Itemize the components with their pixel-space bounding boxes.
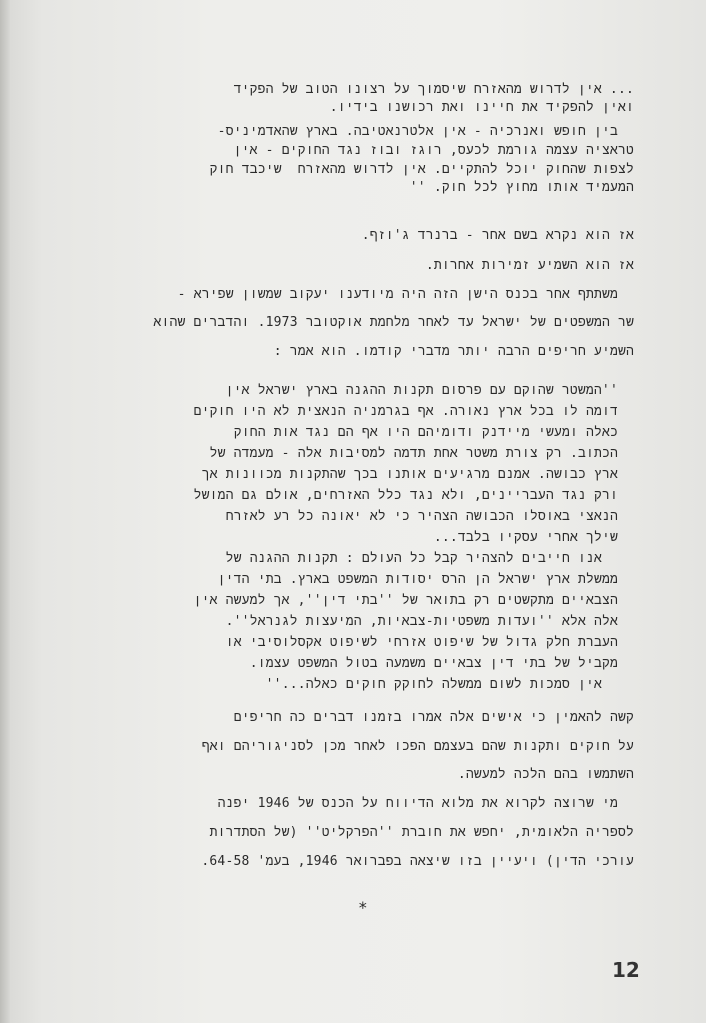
para1-line: משתתף אחר בכנס הישן הזה היה מיודענו יעקוב שמשון שפירא - [177,287,618,302]
para2-line: על חוקים ותקנות שהם בעצמם הפכו לאחר מכן לסניגוריהם ואף [201,739,634,754]
quote2-line: הצבאיים מתקשטים רק בתואר של ''בתי דין'', אך למעשה אין [193,593,618,608]
para1-line: אז הוא השמיע זמירות אחרות. [425,258,634,273]
para2-line: השתמשו בהם הלכה למעשה. [457,767,634,782]
para2-line: קשה להאמין כי אישים אלה אמרו בזמנו דברים כה חריפים [233,710,634,725]
page-number: 12 [612,958,640,982]
quote2-line: אנו חייבים להצהיר קבל כל העולם : תקנות ההגנה של [225,551,602,566]
quote2-line: ''המשטר שהוקם עם פרסום תקנות ההגנה בארץ ישראל אין [225,383,618,398]
quote2-line: אין סמכות לשום ממשלה לחוקק חוקים כאלה...'' [265,677,602,692]
para2-line: מי שרוצה לקרוא את מלוא הדיווח על הכנס של 1946 יפנה [217,796,618,811]
quote1-line: לצפות שהחוק יוכל להתקיים. אין לדרוש מהאזרח שיכבד חוק [209,162,634,177]
quote2-line: הנאצי באוסלו הכבושה הצהיר כי לא יאונה כל רע לאזרח [225,509,618,524]
quote2-line: הכתוב. רק צורת משטר אחת תדמה למסיבות אלה - מעמדה של [209,446,618,461]
quote2-line: אלה אלא ''ועדות משפטיות-צבאיות, המיעצות לגנראל''. [225,614,618,629]
section-separator: * [358,898,368,917]
quote2-line: דומה לו בכל ארץ נאורה. אף בגרמניה הנאצית לא היו חוקים [193,404,618,419]
page-edge-shadow [0,0,10,1023]
para1-line: השמיע חריפים הרבה יותר מדברי קודמו. הוא אמר : [273,344,634,359]
para1-line: שר המשפטים של ישראל עד לאחר מלחמת אוקטובר 1973. והדברים שהוא [153,315,634,330]
quote2-line: ארץ כבושה. אמנם מרגיעים אותנו בכך שהתקנות מכוונות אך [201,467,618,482]
quote1-line: ואין להפקיד את חיינו ואת רכושנו בידיו. [329,100,634,115]
quote1-line: טראציה עצמה גורמת לכעס, רוגז ובוז נגד החוקים - אין [233,143,634,158]
quote2-line: העברת חלק גדול של שיפוט אזרחי לשיפוט אקסלוסיבי או [225,635,618,650]
quote1-line: בין חופש ואנרכיה - אין אלטרנאטיבה. בארץ שהאדמיניס- [217,124,618,139]
quote1-line: ... אין לדרוש מהאזרח שיסמוך על רצונו הטוב של הפקיד [233,82,634,97]
quote2-line: כאלה ומעשי מיידנק ודומיהם היו אף הם נגד אות החוק [233,425,618,440]
para2-line: עורכי הדין) ויעיין בזו שיצאה בפברואר 1946, בעמ' 64-58. [201,854,634,869]
para2-line: לספריה הלאומית, יחפש את חוברת ''הפרקליט'' (של הסתדרות [209,825,634,840]
quote2-line: מקביל של בתי דין צבאיים משמעה בטול המשפט עצמו. [249,656,618,671]
para1-line: אז הוא נקרא בשם אחר - ברנרד ג'וזף. [361,228,634,243]
quote1-line: המעמיד אותו מחוץ לכל חוק. '' [409,180,634,195]
quote2-line: ורק נגד העבריינים, ולא נגד כלל האזרחים, אולם גם המושל [193,488,618,503]
quote2-line: שילך אחרי עסקיו בלבד... [433,530,618,545]
quote2-line: ממשלת ארץ ישראל הן הרס יסודות המשפט בארץ. בתי הדין [217,572,618,587]
